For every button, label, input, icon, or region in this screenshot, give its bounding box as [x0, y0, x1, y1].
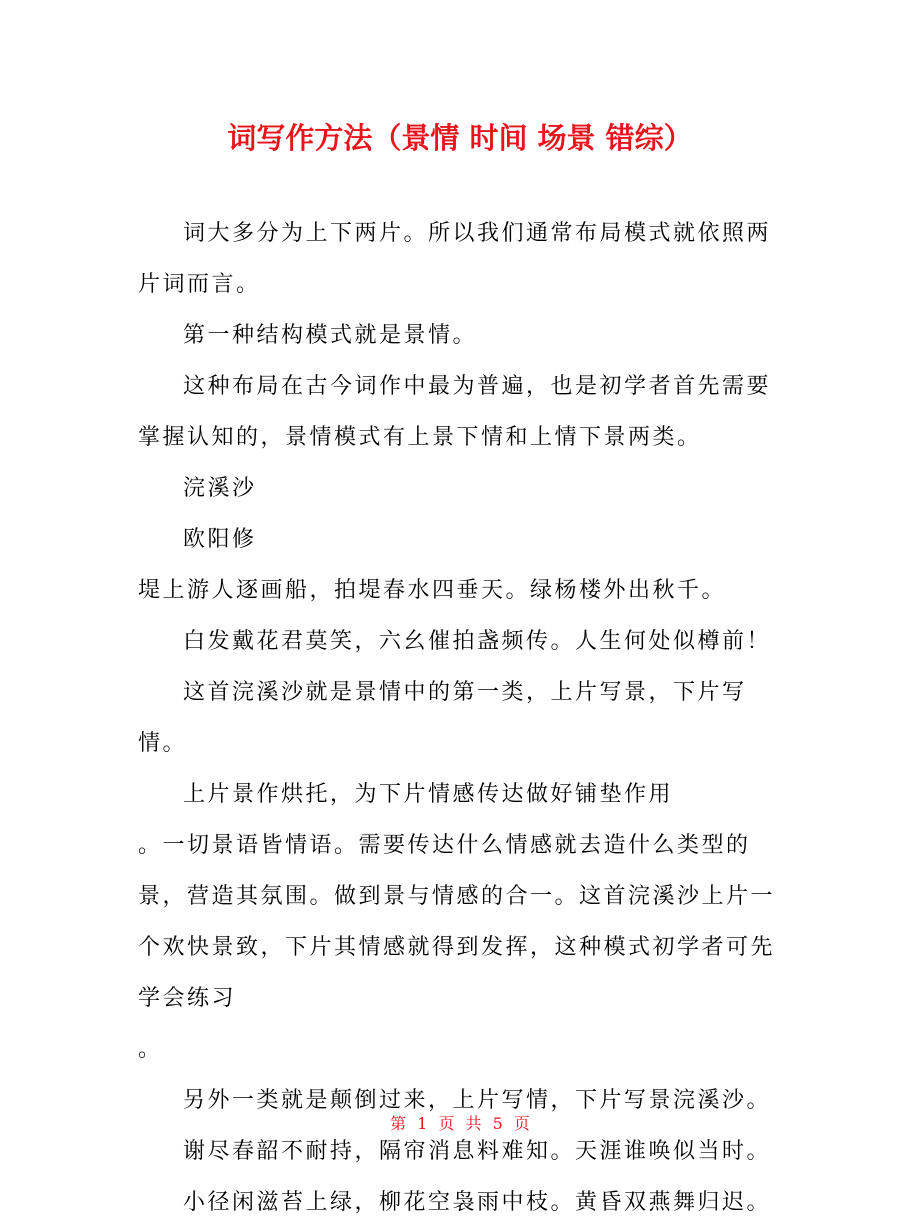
poem-line-2: 白发戴花君莫笑，六幺催拍盏频传。人生何处似樽前！ — [183, 629, 772, 654]
poem2-line-1: 谢尽春韶不耐持，隔帘消息料难知。天涯谁唤似当时。 — [183, 1139, 772, 1164]
poem-title: 浣溪沙 — [183, 476, 257, 501]
paragraph-structure-1: 第一种结构模式就是景情。 — [183, 323, 478, 348]
paragraph-analysis: 这首浣溪沙就是景情中的第一类，上片写景，下片写情。 — [138, 680, 747, 756]
poem-line-1: 堤上游人逐画船，拍堤春水四垂天。绿杨楼外出秋千。 — [138, 578, 727, 603]
paragraph-intro: 词大多分为上下两片。所以我们通常布局模式就依照两片词而言。 — [138, 221, 772, 297]
paragraph-scene-emotion: 。一切景语皆情语。需要传达什么情感就去造什么类型的景，营造其氛围。做到景与情感的合一。这首浣溪沙上片一个欢快景致，下片其情感就得到发挥，这种模式初学者可先学会练习 — [138, 833, 776, 1011]
document-body — [138, 208, 786, 1228]
paragraph-structure-2: 另外一类就是颠倒过来，上片写情，下片写景浣溪沙。 — [183, 1088, 772, 1113]
page-number: 第 1 页 共 5 页 — [390, 1114, 530, 1133]
document-title: 词写作方法（景情 时间 场景 错综） — [227, 121, 693, 155]
paragraph-period: 。 — [138, 1037, 163, 1062]
poem-author: 欧阳修 — [183, 527, 257, 552]
paragraph-explanation: 这种布局在古今词作中最为普遍，也是初学者首先需要掌握认知的，景情模式有上景下情和上情下景两类。 — [138, 374, 772, 450]
paragraph-upper-part: 上片景作烘托，为下片情感传达做好铺垫作用 — [183, 782, 674, 807]
poem2-line-2: 小径闲滋苔上绿，柳花空袅雨中枝。黄昏双燕舞归迟。 — [183, 1190, 772, 1215]
